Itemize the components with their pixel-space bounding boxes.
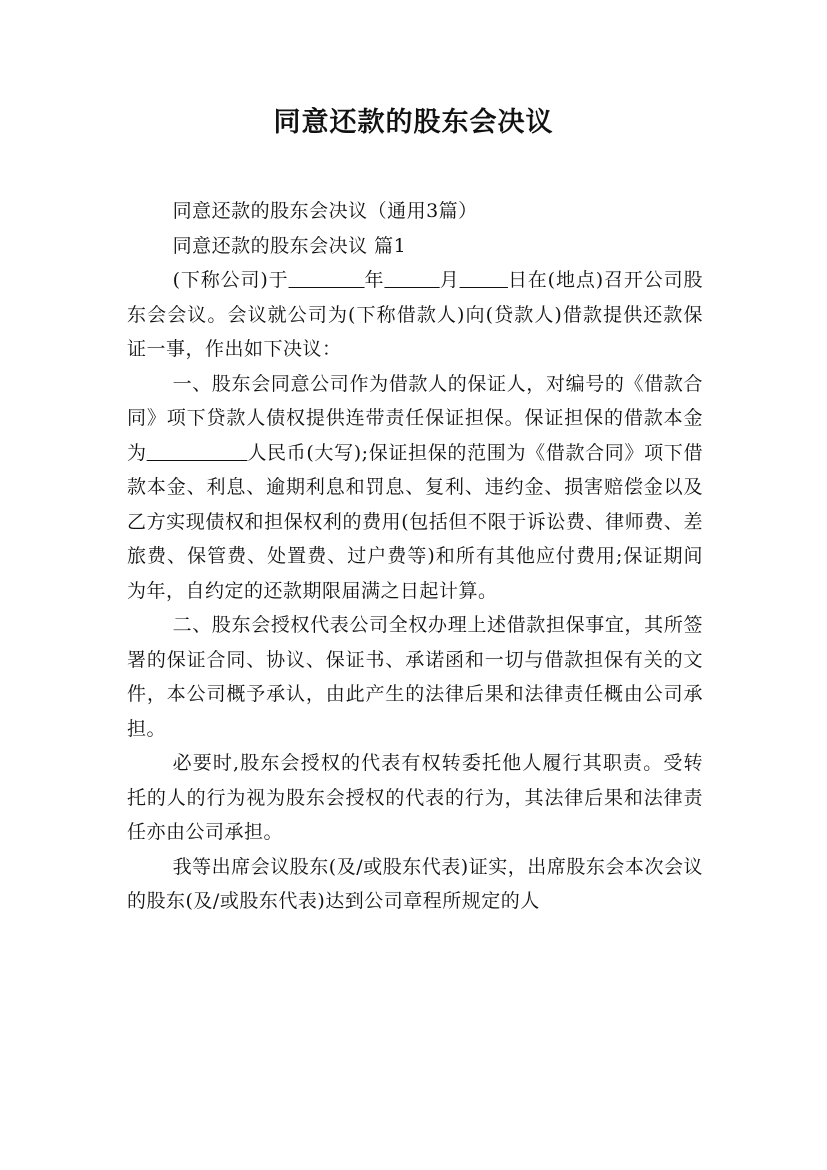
date-blank-month [384,269,439,291]
month-label: 月 [439,269,460,291]
paragraph-delegation: 必要时,股东会授权的代表有权转委托他人履行其职责。受转托的人的行为视为股东会授权的代表的行为，其法律后果和法律责任亦由公司承担。 [127,752,703,843]
document-body [127,194,703,919]
principal-amount-blank [147,442,248,464]
para2-prefix: 一、股东会同意公司作为借款人的保证人，对编号的《借款合同》项下贷款人债权提供连带责任保证担保。保证担保的借款本金为 [127,372,703,464]
paragraph-meeting-info [127,263,703,367]
year-label: 年 [364,269,385,291]
para1-rest: 日在(地点)召开公司股东会会议。会议就公司为(下称借款人)向(贷款人)借款提供还款保证一事，作出如下决议： [127,269,703,360]
paragraph-attestation: 我等出席会议股东(及/或股东代表)证实，出席股东会本次会议的股东(及/或股东代表)达到公司章程所规定的人 [127,855,703,912]
paragraph-resolution-2: 二、股东会授权代表公司全权办理上述借款担保事宜，其所签署的保证合同、协议、保证书、承诺函和一切与借款担保有关的文件，本公司概予承认，由此产生的法律后果和法律责任概由公司承担。 [127,614,703,740]
subtitle: 同意还款的股东会决议（通用3篇） [172,200,478,222]
document-title: 同意还款的股东会决议 [273,107,554,138]
section-heading: 同意还款的股东会决议 篇1 [172,234,407,257]
para2-rest: 人民币(大写);保证担保的范围为《借款合同》项下借款本金、利息、逾期利息和罚息、复利、违约金、损害赔偿金以及乙方实现债权和担保权利的费用(包括但不限于诉讼费、律师费、差旅费、保管费、处置费、过户费等)和所有其他应付费用;保证期间为年，自约定的还款期限届满之日起计算。 [127,441,703,602]
date-blank-day [460,269,508,291]
paragraph-resolution-1 [127,367,703,609]
date-blank-year [289,269,365,291]
para1-prefix: (下称公司)于 [172,269,289,291]
